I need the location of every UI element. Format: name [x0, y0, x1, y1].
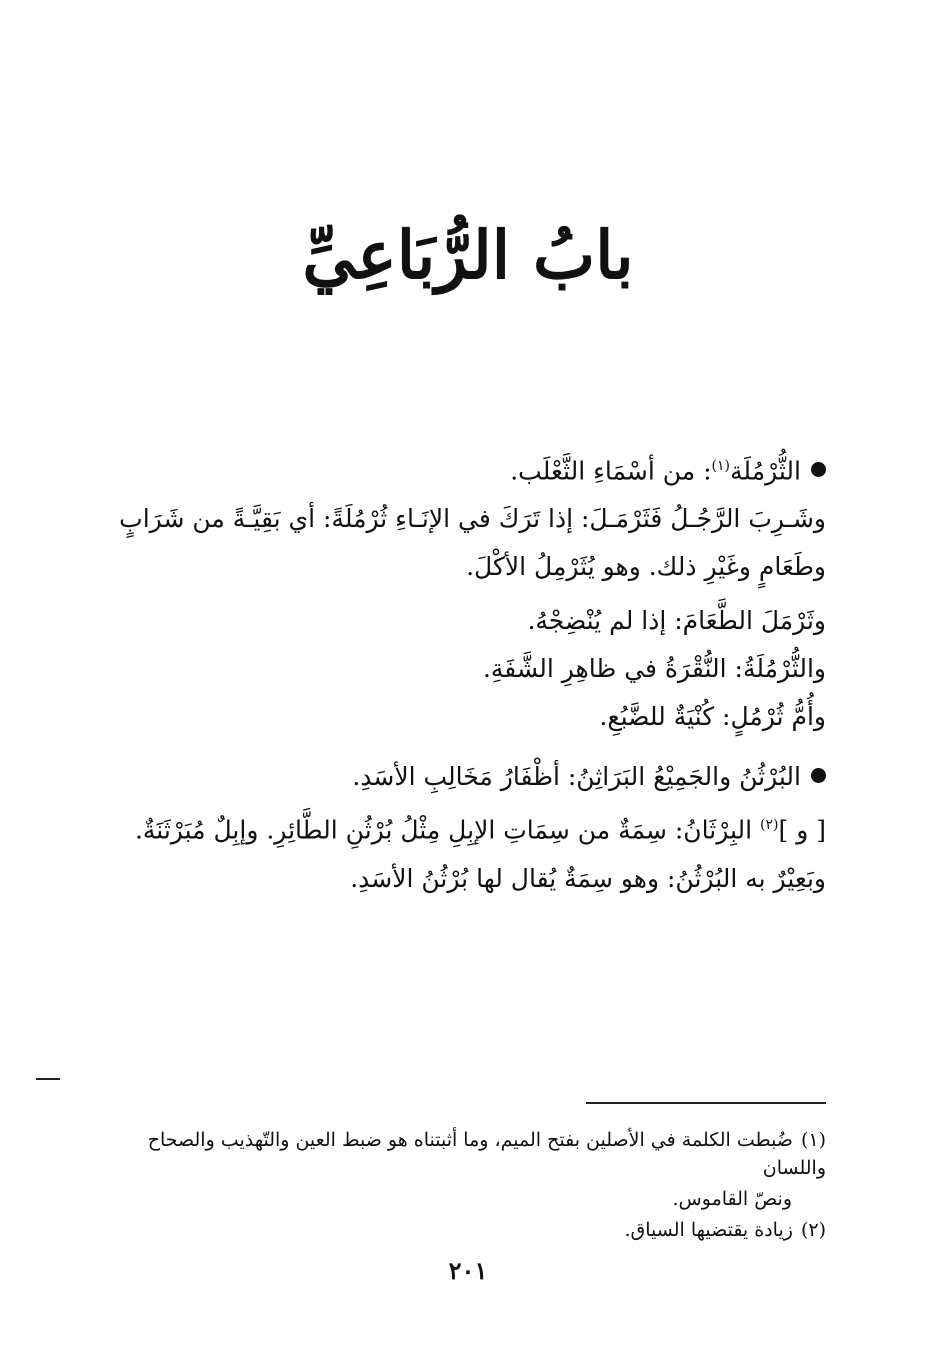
page-number: ٢٠١: [448, 1256, 488, 1285]
bullet-icon: [811, 462, 826, 477]
footnote-divider: [586, 1102, 826, 1104]
entry-line: وثَرْمَلَ الطَّعَامَ: إذا لم يُنْضِجْهُ.: [527, 606, 826, 636]
footnote-number: (١): [800, 1129, 826, 1151]
footnotes: [106, 1126, 826, 1247]
entry-line: [ و ]$^{(٢)}$ البِرْثَانُ: سِمَةٌ من سِمَاتِ الإبِلِ مِثْلُ بُرْثُنِ الطَّائِرِ. وإبِلٌ مُبَرْثَنَةٌ.: [134, 815, 826, 845]
entry-headword: الثُّرْمُلَة$^{(١)}$: من أسْمَاءِ الثَّعْلَب.: [510, 456, 801, 486]
footnote-ref-1: (١): [711, 458, 731, 474]
chapter-title: بابُ الرُّبَاعِيِّ: [302, 216, 634, 294]
bullet-icon: [811, 768, 826, 783]
footnote-text: زيادة يقتضيها السياق.: [624, 1219, 793, 1241]
entry-line: وطَعَامٍ وغَيْرِ ذلك. وهو يُثَرْمِلُ الأكْلَ.: [466, 552, 826, 582]
footnote-1: [106, 1126, 826, 1182]
entry-headword: البُرْثُنُ والجَمِيْعُ البَرَاثِنُ: أظْفَارُ مَخَالِبِ الأسَدِ.: [352, 762, 801, 792]
entry-line: وشَـرِبَ الرَّجُـلُ فَثَرْمَـلَ: إذا تَرَكَ في الإنَـاءِ ثُرْمُلَةً: أي بَقِيَّـةً من شَرَابٍ: [119, 504, 826, 534]
entry-tharmala-head: [110, 442, 826, 495]
footnote-number: (٢): [800, 1219, 826, 1241]
body-text: [110, 442, 826, 903]
entry-line: والثُّرْمُلَةُ: النُّقْرَةُ في ظاهِرِ الشَّفَةِ.: [482, 654, 826, 684]
entry-line: وبَعِيْرٌ به البُرْثُنُ: وهو سِمَةٌ يُقال لها بُرْثُنُ الأسَدِ.: [350, 863, 826, 893]
footnote-1-continuation: ونصّ القاموس.: [672, 1188, 792, 1210]
footnote-2: [106, 1216, 826, 1244]
margin-mark: [36, 1078, 60, 1080]
footnote-text: ضُبطت الكلمة في الأصلين بفتح الميم، وما أثبتناه هو ضبط العين والتّهذيب والصحاح واللسان: [147, 1129, 826, 1179]
entry-burthun-head: [110, 753, 826, 801]
footnote-ref-2: (٢): [760, 817, 779, 834]
entry-line: وأُمُّ ثُرْمُلٍ: كُنْيَةٌ للضَّبُعِ.: [599, 702, 826, 732]
